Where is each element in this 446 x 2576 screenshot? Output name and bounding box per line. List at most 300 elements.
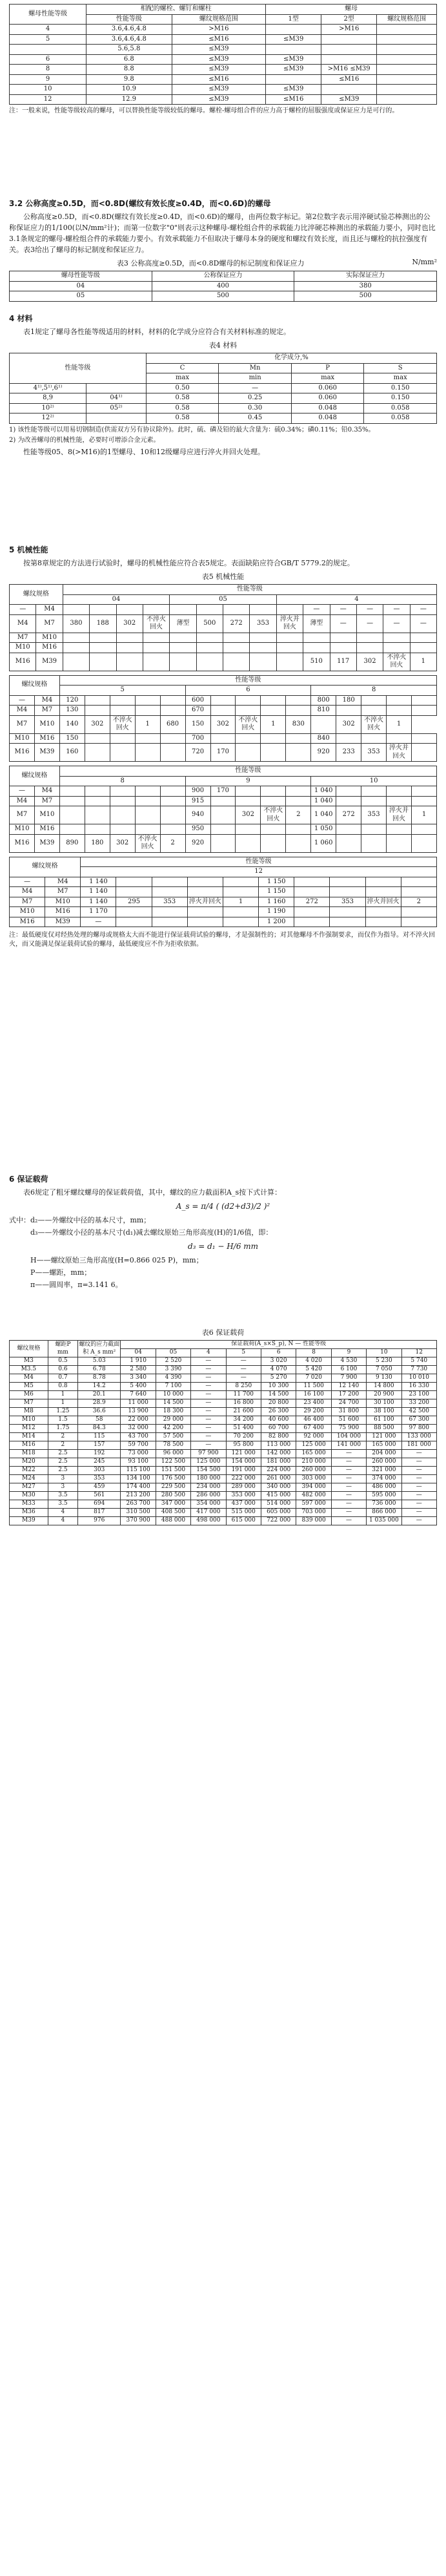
table-cell — [236, 796, 261, 806]
table-cell — [266, 45, 321, 55]
table-cell: 7 730 — [401, 1366, 436, 1374]
grade-header: 6 — [185, 686, 311, 696]
table-cell — [86, 414, 147, 424]
table-row — [10, 605, 437, 615]
grade-header: 8 — [59, 776, 185, 786]
table-cell — [330, 887, 365, 897]
table-cell: M4 — [10, 887, 45, 897]
table-row — [10, 393, 437, 404]
table-5-note: 注：最低硬度仅对经热处理的螺母或规格太大而不能进行保证载荷试验的螺母，才是强制性的；对其他螺母不作强制要求，而仅作为指导。对不淬火回火，而又能满足保证载荷试验的螺母，最低硬度应不作为拒收依据。 — [9, 932, 435, 948]
table-cell: 302 — [116, 614, 143, 633]
table-5-block1 — [9, 584, 437, 671]
table-cell: — — [191, 1399, 226, 1408]
table-cell — [196, 643, 223, 653]
table-cell: ≤M39 — [172, 85, 266, 95]
table-cell: 272 — [294, 897, 330, 907]
table-row — [10, 1399, 437, 1408]
table-cell: 840 — [311, 733, 336, 744]
section-4 — [9, 309, 437, 459]
table-cell: 800 — [311, 695, 336, 706]
table-cell: 8 — [10, 65, 86, 75]
table-cell: 12.9 — [86, 94, 172, 105]
paragraph: 公称高度≥0.5D，而<0.8D(螺纹有效长度≥0.4D，而<0.6D)的螺母，由两位数字标记。第2位数字表示用淬硬试验芯棒测出的公称保证应力的1/100(以N/mm²计)；而第一位数字"0"则表示这种螺母-螺栓组合件的承载能力比淬硬芯棒测出的承载能力要小，同时也比3.1条规定的螺母-螺栓组合件的承载能力要小。有效承载能力不但取决于螺母本身的硬度和螺纹有效长度，而且还与螺栓的抗拉强度有关。表3给出了螺母的标记制度和保证应力。 — [9, 213, 436, 255]
table-cell — [63, 633, 89, 643]
table-cell — [377, 85, 437, 95]
table-cell: M36 — [10, 1509, 48, 1517]
table-cell: — — [191, 1416, 226, 1425]
table-cell: M4 — [10, 796, 35, 806]
table-cell: 176 500 — [156, 1475, 190, 1483]
table-cell: 920 — [185, 834, 210, 852]
table-cell: M18 — [10, 1450, 48, 1458]
table-cell: 2 — [48, 1441, 77, 1450]
table-row — [10, 1467, 437, 1475]
table-row — [10, 1408, 437, 1416]
table-cell — [187, 887, 223, 897]
table-cell: 05²⁾ — [86, 403, 147, 414]
table-cell — [286, 824, 311, 835]
table-cell: 260 000 — [296, 1467, 331, 1475]
table-cell — [336, 786, 361, 797]
table-cell: ≤M39 — [321, 94, 377, 105]
table-cell — [294, 877, 330, 887]
table-cell: M7 — [10, 715, 35, 733]
table-cell — [387, 796, 412, 806]
table-cell: 2.5 — [48, 1467, 77, 1475]
table-row — [10, 706, 437, 716]
table-cell — [135, 706, 160, 716]
table-cell: — — [356, 605, 383, 615]
table-cell: 310 500 — [121, 1509, 156, 1517]
table-cell: ≤M39 — [266, 85, 321, 95]
table-cell — [250, 653, 276, 671]
table-cell: — — [401, 1450, 436, 1458]
table-cell: — — [191, 1374, 226, 1383]
table-cell: 154 000 — [226, 1458, 261, 1467]
table-cell: M14 — [10, 1433, 48, 1441]
table-cell: 20 800 — [261, 1399, 296, 1408]
table-cell: 4 070 — [261, 1366, 296, 1374]
grade-header: 5 — [59, 686, 185, 696]
table-cell: M5 — [10, 1383, 48, 1391]
grade-header: 6 — [261, 1349, 296, 1357]
table-cell: M10 — [34, 715, 59, 733]
table-cell — [276, 605, 303, 615]
table-cell: 8.8 — [86, 65, 172, 75]
table-cell: 0.25 — [219, 393, 292, 404]
table-cell: 510 — [303, 653, 330, 671]
table-cell: M20 — [10, 1458, 48, 1467]
table-cell: 4 020 — [296, 1357, 331, 1366]
table-row — [10, 1374, 437, 1383]
table-cell: 0.058 — [364, 403, 437, 414]
table-cell: 1 — [410, 653, 436, 671]
table-cell: 16 800 — [226, 1399, 261, 1408]
table-cell — [377, 54, 437, 65]
table-cell: — — [331, 1509, 366, 1517]
table-cell: M10 — [10, 733, 35, 744]
table-cell — [116, 877, 152, 887]
table-cell: — — [10, 877, 45, 887]
table-cell: 890 — [59, 834, 85, 852]
table-3-section — [9, 4, 437, 116]
table-cell — [116, 643, 143, 653]
table-cell — [187, 917, 223, 927]
table-cell: 0.060 — [291, 383, 364, 393]
table-cell — [294, 917, 330, 927]
table-cell — [160, 733, 185, 744]
table-cell: 142 000 — [261, 1450, 296, 1458]
table-row — [10, 633, 437, 643]
table-cell: 2 — [160, 834, 185, 852]
table-cell: M16 — [10, 917, 45, 927]
table-cell — [286, 733, 311, 744]
table-cell — [330, 633, 356, 643]
table-cell: 722 000 — [261, 1517, 296, 1525]
table-cell: M39 — [36, 653, 63, 671]
table-cell — [377, 74, 437, 85]
table-cell — [110, 733, 135, 744]
table-cell — [90, 633, 116, 643]
table-cell: 10 — [10, 85, 86, 95]
table-cell — [170, 643, 196, 653]
table-row — [10, 383, 437, 393]
table-cell: 5 740 — [401, 1357, 436, 1366]
table-cell: M39 — [34, 834, 59, 852]
table-row — [10, 1492, 437, 1500]
table-cell: >M16 — [172, 25, 266, 35]
table-cell: 133 000 — [401, 1433, 436, 1441]
table-row — [10, 94, 437, 105]
table-cell: 302 — [85, 715, 110, 733]
table-cell — [377, 34, 437, 45]
table-cell: 122 500 — [156, 1458, 190, 1467]
table-cell — [85, 786, 110, 797]
grade-header: 12 — [81, 867, 437, 877]
table-cell — [110, 786, 135, 797]
table-cell: 3 020 — [261, 1357, 296, 1366]
table-cell: 1 140 — [81, 897, 116, 907]
table-cell — [330, 907, 365, 917]
table-cell: 117 — [330, 653, 356, 671]
table-cell — [412, 786, 437, 797]
table-cell — [387, 834, 412, 852]
table-cell: — — [10, 695, 35, 706]
table-cell: M10 — [10, 1416, 48, 1425]
table-cell: 12 — [10, 94, 86, 105]
table-5-block3 — [9, 766, 437, 853]
table-cell: 210 000 — [296, 1458, 331, 1467]
table-cell: 23 400 — [296, 1399, 331, 1408]
table-cell: 515 000 — [226, 1509, 261, 1517]
table-cell: M4 — [34, 695, 59, 706]
table-cell — [294, 887, 330, 897]
table-cell: 不淬火回火 — [236, 715, 261, 733]
table-cell: ≤M39 — [172, 45, 266, 55]
table-cell: 289 000 — [226, 1483, 261, 1492]
table-cell — [412, 744, 437, 762]
table-cell: — — [331, 1500, 366, 1509]
table-cell — [160, 786, 185, 797]
table-cell: 160 — [59, 744, 85, 762]
table-cell — [401, 877, 436, 887]
table-cell: 234 000 — [191, 1483, 226, 1492]
table-cell: M10 — [10, 643, 36, 653]
table-cell: 3.6,4.6,4.8 — [86, 34, 172, 45]
table-cell — [135, 806, 160, 824]
table-cell: — — [401, 1509, 436, 1517]
table-cell — [387, 695, 412, 706]
table-cell: 7 050 — [367, 1366, 401, 1374]
table-header: 螺纹规格 — [10, 766, 60, 786]
table-cell — [387, 786, 412, 797]
table-cell — [401, 887, 436, 897]
table-cell — [160, 824, 185, 835]
table-row — [10, 653, 437, 671]
table-cell — [412, 796, 437, 806]
table-cell — [223, 887, 258, 897]
table-cell: 272 — [223, 614, 250, 633]
table-cell: 2 520 — [156, 1357, 190, 1366]
table-cell — [336, 733, 361, 744]
table-cell: 1 170 — [81, 907, 116, 917]
table-cell: 33 200 — [401, 1399, 436, 1408]
table-cell: 0.58 — [146, 393, 219, 404]
formula-d3: d₃ = d₁ − H/6 mm — [187, 1242, 259, 1251]
table-cell: 10.9 — [86, 85, 172, 95]
table-cell — [210, 796, 236, 806]
table-cell: 97 800 — [401, 1425, 436, 1433]
table-cell: 353 — [361, 806, 387, 824]
table-6-proof-load: 螺纹规格 螺距P mm 螺纹的应力截面积 A_s mm² 保证载荷(A_s×S_p), N — 性能等级 04 05 4 5 6 8 9 10 12 M3 0.5 5.03 1 910 2 520 — — 3 020 4 020 4 530 5 230 5 740 M3.5 0.6 6.78 2 580 3 390 — — 4 070 5 420 6 100 7 050 7 730 M4 0.7 8.78 3 340 4 390 — — 5 270 7 020 7 900 9 130 10 010 M5 0.8 14.2 5 400 7 100 — 8 250 10 300 11 500 12 140 14 800 16 330 M6 1 20.1 7 640 10 000 — 11 700 14 500 16 100 17 200 20 900 23 100 M7 1 28.9 11 000 14 500 — 16 800 20 800 23 400 24 700 30 100 33 200 M8 1.25 36.6 13 900 18 300 — 21 600 26 300 29 200 31 800 38 100 42 500 M10 1.5 58 22 000 29 000 — 34 200 40 600 46 400 51 600 61 100 67 300 M12 1.75 84.3 32 000 42 200 — 51 400 60 700 67 400 75 900 88 500 97 800 M14 2 115 43 700 57 500 — 70 200 82 800 92 000 104 000 121 000 133 000 M16 2 157 59 700 78 500 — 95 800 113 000 125 000 141 000 165 000 181 000 M18 2.5 192 73 000 96 000 97 900 121 000 142 000 165 000 — 204 000 — M20 2.5 245 93 100 122 500 125 000 154 000 181 000 210 000 — 260 000 — M22 2.5 303 115 100 151 500 154 500 191 000 224 000 260 000 — 321 000 — M24 3 353 134 100 176 500 180 000 222 000 261 000 303 000 — 374 000 — M27 3 459 174 400 229 500 234 000 289 000 340 000 394 000 — 486 000 — M30 3.5 561 213 200 280 500 286 000 353 000 415 000 482 000 — 595 000 — M33 3.5 694 263 700 347 000 354 000 437 000 514 000 597 000 — 736 000 — M36 4 817 310 500 408 500 417 000 515 000 605 000 703 000 — 866 000 — M39 4 976 370 900 488 000 498 000 615 000 722 000 839 000 — 1 035 000 — — [9, 1340, 437, 1525]
table-cell: 736 000 — [367, 1500, 401, 1509]
table-cell: 2.5 — [48, 1458, 77, 1467]
table-cell: 薄型 — [303, 614, 330, 633]
table-cell — [85, 695, 110, 706]
table-cell: 14 500 — [261, 1391, 296, 1399]
table-row — [10, 1458, 437, 1467]
table-cell: 353 — [250, 614, 276, 633]
table-header: 实际保证应力 — [294, 271, 437, 282]
table-cell: — — [331, 1517, 366, 1525]
table-cell — [286, 706, 311, 716]
table-cell: 73 000 — [121, 1450, 156, 1458]
table-header: 性能等级 — [63, 585, 436, 595]
table-cell: 4 530 — [331, 1357, 366, 1366]
table-cell: 14.2 — [78, 1383, 121, 1391]
table-cell: 353 — [361, 744, 387, 762]
table-cell — [223, 907, 258, 917]
table-cell: 9 130 — [367, 1374, 401, 1383]
table-cell: M6 — [10, 1391, 48, 1399]
table-cell: 222 000 — [226, 1475, 261, 1483]
table-cell: 51 600 — [331, 1416, 366, 1425]
table-row — [10, 45, 437, 55]
table-cell: 不淬火回火 — [361, 715, 387, 733]
table-cell: 140 — [59, 715, 85, 733]
table-cell: 0.7 — [48, 1374, 77, 1383]
table-cell: — — [191, 1383, 226, 1391]
table-cell — [85, 744, 110, 762]
grade-header: 12 — [401, 1349, 436, 1357]
table-cell: M22 — [10, 1467, 48, 1475]
section-3-2 — [9, 194, 437, 302]
table-cell: 302 — [236, 806, 261, 824]
table-caption: 表5 机械性能 — [201, 572, 245, 581]
table-cell: 78 500 — [156, 1441, 190, 1450]
table-cell: 370 900 — [121, 1517, 156, 1525]
table-cell — [361, 786, 387, 797]
table-cell — [330, 643, 356, 653]
table-cell: — — [401, 1483, 436, 1492]
table-cell: ≤M39 — [266, 34, 321, 45]
table-cell: 720 — [185, 744, 210, 762]
table-cell: 302 — [210, 715, 236, 733]
table-cell: 120 — [59, 695, 85, 706]
table-cell: 8 250 — [226, 1383, 261, 1391]
table-cell: M4 — [34, 786, 59, 797]
table-cell — [196, 605, 223, 615]
table-cell: 482 000 — [296, 1492, 331, 1500]
table-cell — [377, 45, 437, 55]
table-cell: 薄型 — [170, 614, 196, 633]
table-cell: M10 — [10, 907, 45, 917]
table-row — [10, 887, 437, 897]
table-cell: 340 000 — [261, 1483, 296, 1492]
grade-header: 04 — [121, 1349, 156, 1357]
table-cell — [356, 643, 383, 653]
table-cell: 30 100 — [367, 1399, 401, 1408]
table-cell: 10 010 — [401, 1374, 436, 1383]
table-cell: 95 800 — [226, 1441, 261, 1450]
section-5 — [9, 540, 437, 948]
table-cell — [321, 85, 377, 95]
table-cell — [330, 917, 365, 927]
definition: P——螺距，mm； — [30, 1268, 92, 1277]
table-row — [10, 1500, 437, 1509]
paragraph: 性能等级05、8(>M16)的1型螺母、10和12级螺母应进行淬火并回火处理。 — [23, 447, 265, 456]
table-cell — [135, 786, 160, 797]
table-cell: 1 200 — [259, 917, 294, 927]
table-cell: 347 000 — [156, 1500, 190, 1509]
table-cell: 2 — [401, 897, 436, 907]
table-cell: 353 — [152, 897, 187, 907]
table-cell: ≤M39 — [172, 54, 266, 65]
table-cell — [223, 917, 258, 927]
table-cell: 1 140 — [81, 877, 116, 887]
table-cell: 93 100 — [121, 1458, 156, 1467]
table-cell — [236, 733, 261, 744]
table-cell: 84.3 — [78, 1425, 121, 1433]
table-cell: 淬火并回火 — [387, 806, 412, 824]
table-row — [10, 1383, 437, 1391]
table-cell — [286, 695, 311, 706]
table-cell: M16 — [10, 744, 35, 762]
table-cell: 20 900 — [367, 1391, 401, 1399]
table-cell — [365, 877, 401, 887]
table-cell — [223, 633, 250, 643]
table-row — [10, 85, 437, 95]
table-cell — [321, 54, 377, 65]
table-cell: 488 000 — [156, 1517, 190, 1525]
table-row: 05 500 500 — [10, 291, 437, 302]
table-cell — [116, 907, 152, 917]
table-cell: 9 — [10, 74, 86, 85]
table-cell — [170, 633, 196, 643]
table-row — [10, 1483, 437, 1492]
table-cell: 3.5 — [48, 1492, 77, 1500]
table-cell — [223, 605, 250, 615]
table-cell: 180 000 — [191, 1475, 226, 1483]
table-row — [10, 917, 437, 927]
table-cell: 1 — [261, 715, 286, 733]
table-header: 螺纹规格 — [10, 857, 81, 877]
table-cell: 950 — [185, 824, 210, 835]
table-cell — [410, 643, 436, 653]
table-cell: 14 500 — [156, 1399, 190, 1408]
table-cell: 57 500 — [156, 1433, 190, 1441]
table-cell — [236, 834, 261, 852]
grade-header: 10 — [311, 776, 437, 786]
table-4-materials: 性能等级 化学成分,% C Mn P S max min max max 4¹⁾,5¹⁾,6¹⁾ 0.50 — 0.060 0.150 8,9 04¹⁾ 0.58 0.25 0.060 0.150 10²⁾ 05²⁾ 0.58 0.30 0.048 0.058 12²⁾ 0.58 0.45 0.048 0.058 — [9, 353, 437, 424]
table-cell: — — [219, 383, 292, 393]
table-row — [10, 907, 437, 917]
table-cell: 1 — [135, 715, 160, 733]
table-cell — [223, 877, 258, 887]
table-cell — [412, 834, 437, 852]
table-cell — [135, 744, 160, 762]
table-row — [10, 614, 437, 633]
table-cell: 459 — [78, 1483, 121, 1492]
table-cell: ≤M39 — [172, 94, 266, 105]
table-cell — [90, 643, 116, 653]
table-cell — [261, 824, 286, 835]
table-cell: 43 700 — [121, 1433, 156, 1441]
table-cell: M7 — [10, 633, 36, 643]
table-cell: 303 000 — [296, 1475, 331, 1483]
table-row — [10, 414, 437, 424]
table-cell — [210, 834, 236, 852]
table-3 — [9, 4, 437, 105]
table-cell — [412, 824, 437, 835]
table-cell: >M16 — [321, 25, 377, 35]
table-cell: M4 — [36, 605, 63, 615]
table-cell: 29 000 — [156, 1416, 190, 1425]
table-cell: 0.58 — [146, 403, 219, 414]
table-cell — [336, 706, 361, 716]
table-cell: M4 — [10, 614, 36, 633]
table-cell: 1 — [48, 1399, 77, 1408]
table-cell — [210, 695, 236, 706]
table-cell — [59, 796, 85, 806]
table-cell — [236, 786, 261, 797]
table-cell: 605 000 — [261, 1509, 296, 1517]
table-row — [10, 834, 437, 852]
definition: d₃——外螺纹小径的基本尺寸(d₁)减去螺纹原始三角形高度(H)的1/6值，即： — [30, 1228, 273, 1237]
table-cell: — — [191, 1357, 226, 1366]
table-cell: 113 000 — [261, 1441, 296, 1450]
table-cell: 181 000 — [401, 1441, 436, 1450]
table-cell: 353 — [330, 897, 365, 907]
table-cell: 23 100 — [401, 1391, 436, 1399]
table-row — [10, 733, 437, 744]
table-cell: M33 — [10, 1500, 48, 1509]
table-cell: — — [401, 1500, 436, 1509]
table-cell: 1 050 — [311, 824, 336, 835]
table-cell — [152, 877, 187, 887]
table-cell: — — [10, 786, 35, 797]
table-cell: 141 000 — [331, 1441, 366, 1450]
